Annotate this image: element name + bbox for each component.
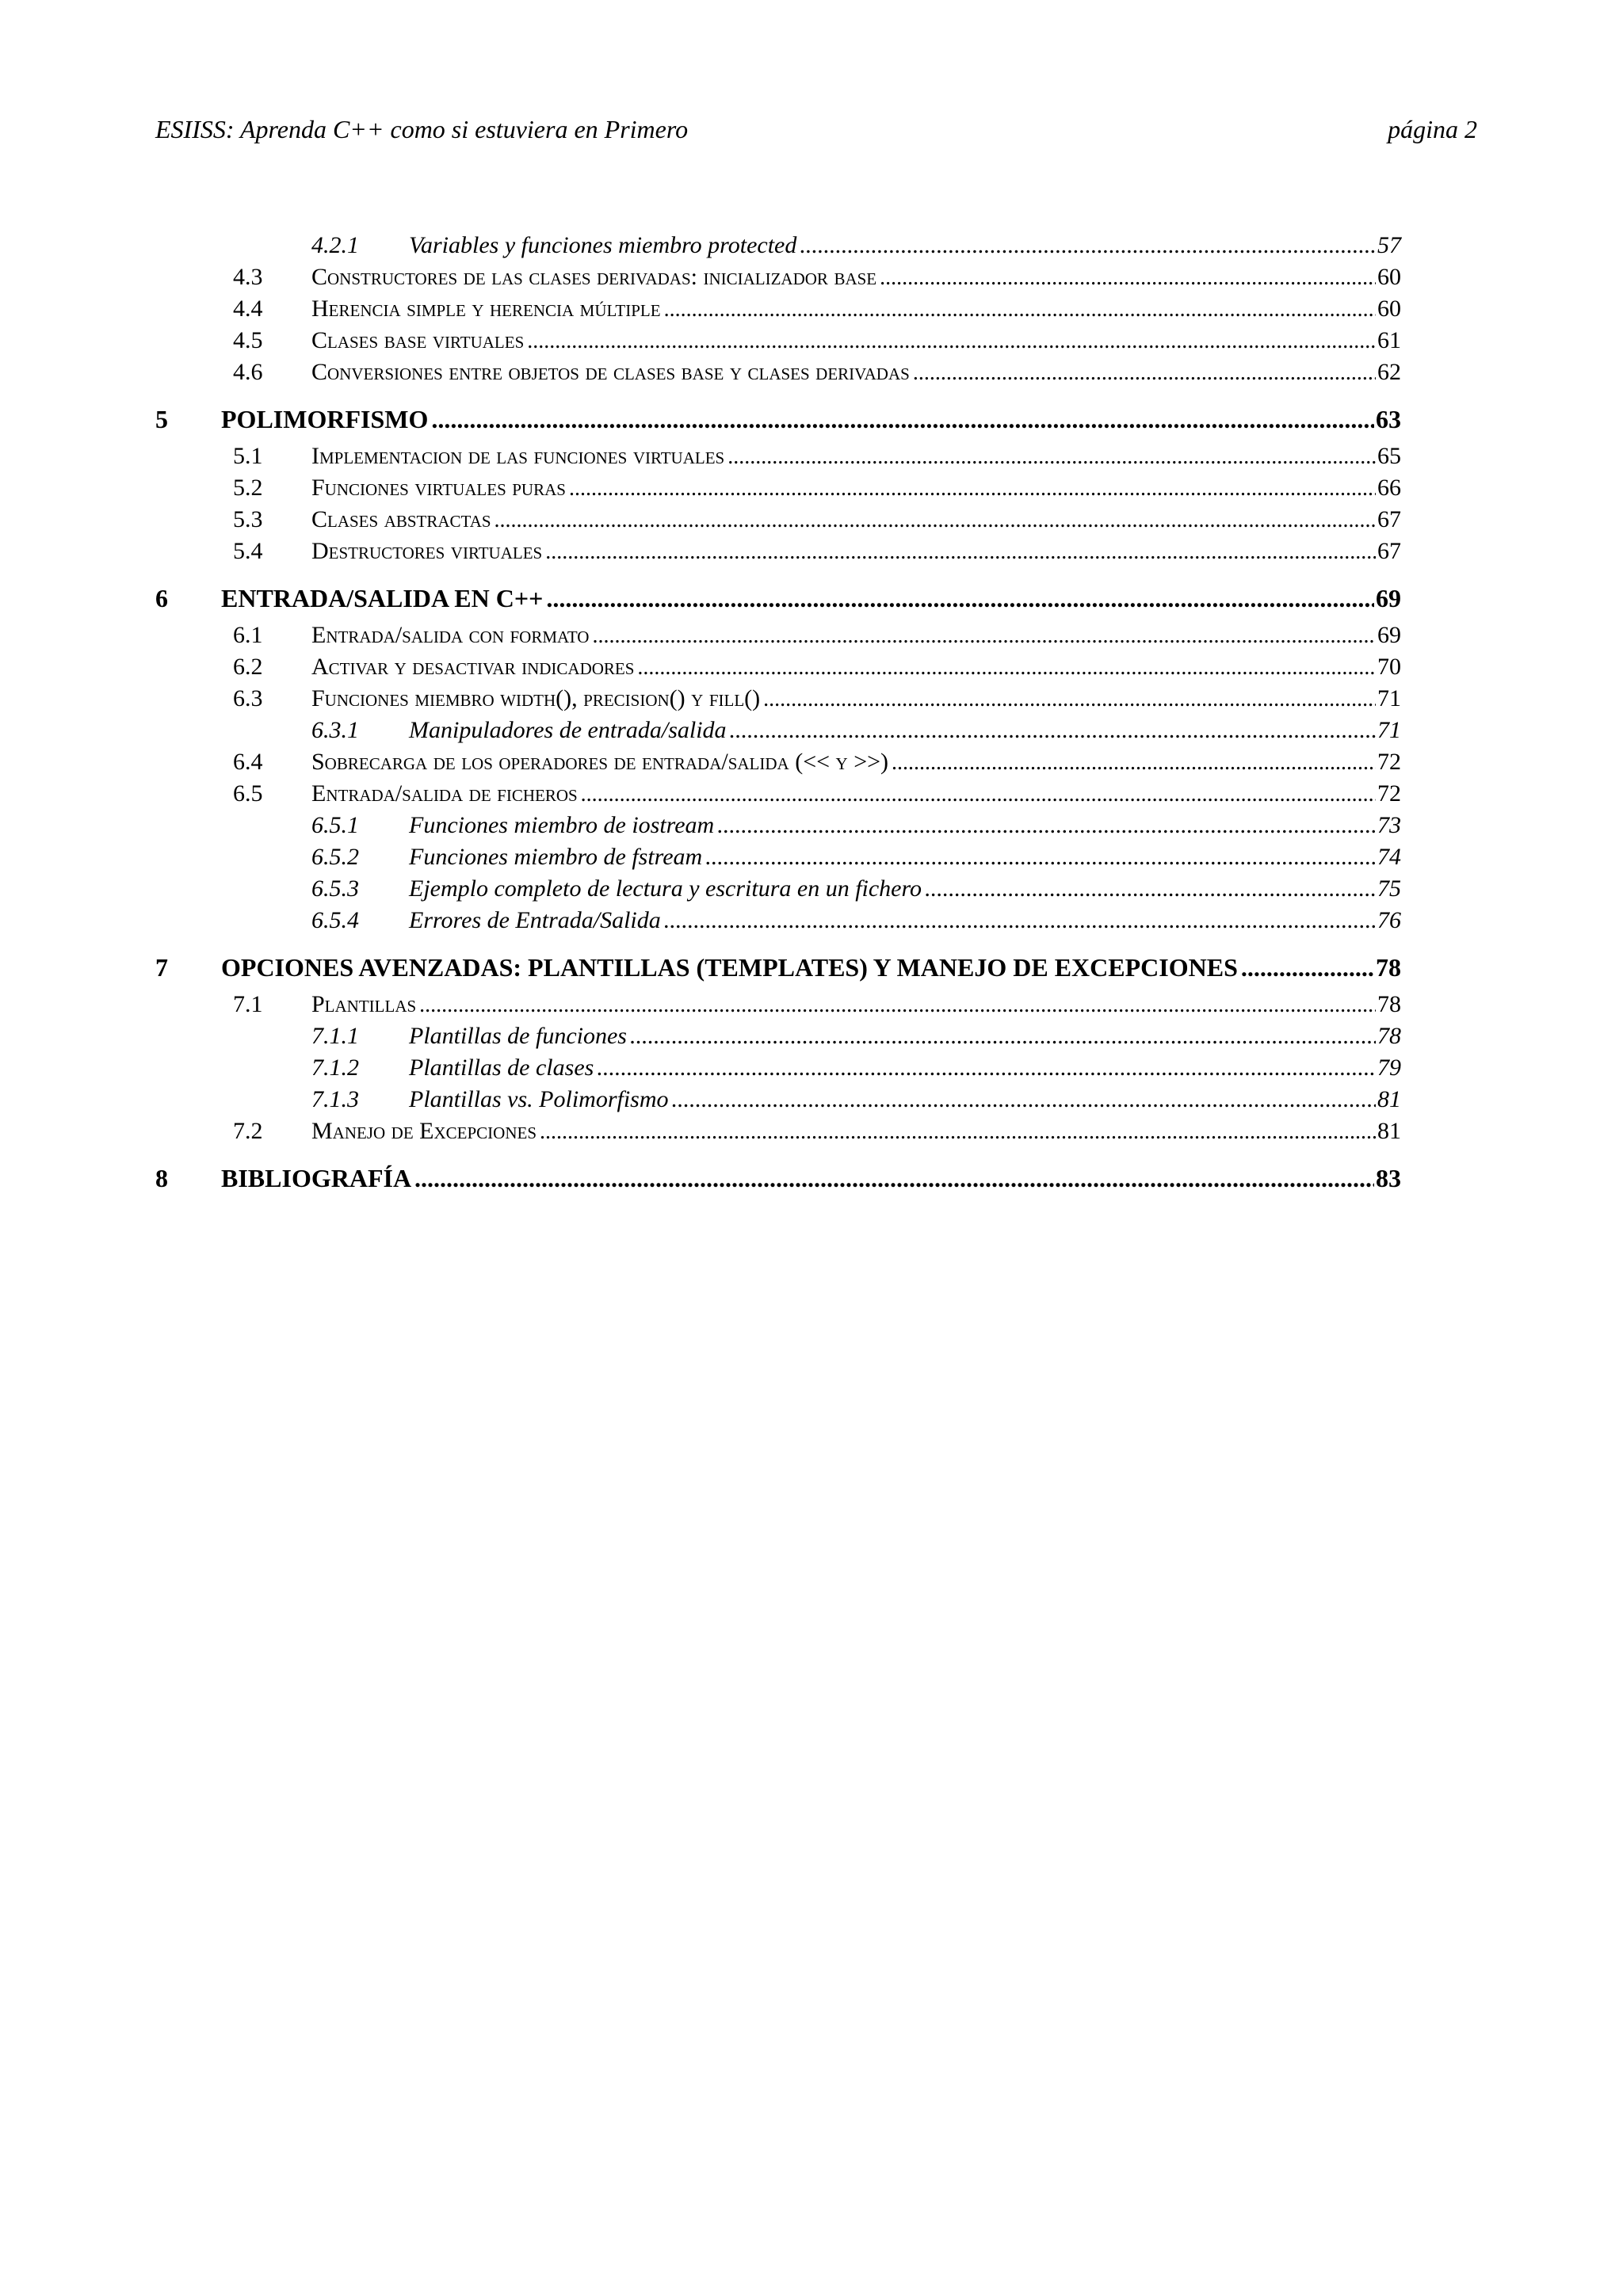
toc-dot-leader [727,441,1376,473]
document-title: ESIISS: Aprenda C++ como si estuviera en Primero [155,115,689,143]
toc-entry-number: 4.5 [233,327,263,353]
toc-dot-leader [800,230,1376,261]
toc-entry-number: 7.1.1 [311,1023,359,1049]
toc-entry-number: 6.5.4 [311,907,359,933]
toc-entry-title: Herencia simple y herencia múltiple [311,296,661,322]
toc-entry-number: 6.4 [233,749,263,775]
toc-entry-page: 74 [1377,844,1401,870]
toc-entry-number: 5.2 [233,475,263,501]
toc-entry-page: 75 [1377,875,1401,902]
toc-entry-title: Conversiones entre objetos de clases base y clases derivadas [311,359,910,385]
table-of-contents [155,230,1401,1199]
toc-entry-title: Clases base virtuales [311,327,525,353]
toc-entry-page: 78 [1377,1023,1401,1049]
toc-chapter-entry[interactable] [155,398,1401,441]
toc-entry-number: 4.2.1 [311,232,359,258]
toc-section-entry[interactable] [155,261,1401,293]
toc-entry-page: 71 [1377,717,1401,743]
toc-subsection-entry[interactable] [155,230,1401,261]
toc-entry-title: Plantillas de funciones [409,1023,627,1049]
toc-entry-title: Entrada/salida de ficheros [311,780,578,807]
toc-entry-number: 7.1.2 [311,1055,359,1081]
toc-dot-leader [419,990,1376,1021]
toc-dot-leader [664,294,1376,326]
toc-entry-page: 72 [1377,780,1401,807]
toc-section-entry[interactable] [155,989,1401,1020]
toc-entry-page: 61 [1377,327,1401,353]
toc-entry-number: 5.3 [233,506,263,532]
toc-dot-leader [581,779,1376,810]
toc-subsection-entry[interactable] [155,905,1401,936]
toc-entry-title: Sobrecarga de los operadores de entrada/salida (<< y >>) [311,749,889,775]
toc-dot-leader [664,905,1376,936]
toc-subsection-entry[interactable] [155,1052,1401,1084]
toc-entry-page: 65 [1377,443,1401,469]
toc-entry-number: 6.5.2 [311,844,359,870]
toc-chapter-entry[interactable] [155,946,1401,989]
toc-chapter-entry[interactable] [155,1157,1401,1199]
toc-section-entry[interactable] [155,651,1401,683]
toc-entry-title: Funciones miembro de iostream [409,812,715,838]
toc-dot-leader [414,1157,1374,1199]
toc-section-entry[interactable] [155,536,1401,567]
toc-entry-number: 5.1 [233,443,263,469]
toc-dot-leader [717,810,1376,841]
toc-section-entry[interactable] [155,325,1401,357]
toc-entry-title: Constructores de las clases derivadas: inicializador base [311,264,877,290]
toc-entry-title: Errores de Entrada/Salida [409,907,661,933]
toc-dot-leader [569,473,1376,505]
toc-section-entry[interactable] [155,472,1401,504]
toc-dot-leader [913,357,1376,389]
toc-entry-page: 66 [1377,475,1401,501]
toc-subsection-entry[interactable] [155,1084,1401,1116]
toc-entry-title: Plantillas de clases [409,1055,594,1081]
toc-entry-page: 57 [1377,232,1401,258]
toc-entry-page: 81 [1377,1118,1401,1144]
toc-dot-leader [672,1084,1376,1116]
toc-entry-page: 60 [1377,296,1401,322]
toc-dot-leader [925,873,1376,905]
toc-entry-page: 78 [1377,991,1401,1017]
toc-section-entry[interactable] [155,620,1401,651]
toc-entry-number: 7.1 [233,991,263,1017]
toc-entry-page: 67 [1377,506,1401,532]
toc-dot-leader [495,505,1376,536]
toc-dot-leader [730,715,1376,746]
toc-entry-number: 6.1 [233,622,263,648]
toc-entry-title: Clases abstractas [311,506,491,532]
toc-entry-title: Funciones virtuales puras [311,475,566,501]
toc-entry-title: Funciones miembro de fstream [409,844,703,870]
toc-entry-title: POLIMORFISMO [221,405,429,433]
toc-dot-leader [546,577,1374,620]
toc-entry-page: 79 [1377,1055,1401,1081]
toc-entry-title: Entrada/salida con formato [311,622,590,648]
page-header [155,112,1477,147]
toc-dot-leader [597,1052,1376,1084]
toc-dot-leader [540,1116,1376,1148]
toc-entry-number: 4.3 [233,264,263,290]
toc-entry-number: 5 [155,405,168,433]
toc-entry-page: 81 [1377,1086,1401,1112]
toc-dot-leader [705,841,1376,873]
toc-entry-page: 73 [1377,812,1401,838]
toc-dot-leader [630,1020,1376,1052]
toc-entry-number: 7.2 [233,1118,263,1144]
toc-subsection-entry[interactable] [155,715,1401,746]
toc-entry-number: 6.2 [233,654,263,680]
toc-entry-number: 4.6 [233,359,263,385]
toc-dot-leader [527,326,1376,357]
toc-dot-leader [1241,946,1374,989]
toc-dot-leader [431,398,1374,441]
toc-entry-title: Destructores virtuales [311,538,543,564]
page-number: página 2 [1388,115,1477,143]
toc-entry-number: 7 [155,953,168,982]
toc-section-entry[interactable] [155,746,1401,778]
toc-entry-page: 67 [1377,538,1401,564]
toc-subsection-entry[interactable] [155,810,1401,841]
toc-entry-number: 6 [155,584,168,612]
toc-entry-title: ENTRADA/SALIDA EN C++ [221,584,544,612]
toc-subsection-entry[interactable] [155,1020,1401,1052]
toc-entry-page: 69 [1377,622,1401,648]
toc-section-entry[interactable] [155,504,1401,536]
toc-dot-leader [592,620,1376,652]
toc-entry-title: Plantillas [311,991,417,1017]
toc-entry-title: Variables y funciones miembro protected [409,232,797,258]
toc-entry-number: 6.3 [233,685,263,711]
toc-entry-number: 6.5.3 [311,875,359,902]
toc-entry-title: Ejemplo completo de lectura y escritura en un fichero [409,875,922,902]
toc-subsection-entry[interactable] [155,841,1401,873]
toc-entry-page: 62 [1377,359,1401,385]
toc-entry-number: 6.5.1 [311,812,359,838]
toc-dot-leader [637,652,1376,684]
toc-dot-leader [880,262,1376,294]
toc-subsection-entry[interactable] [155,873,1401,905]
toc-entry-page: 69 [1376,584,1401,612]
toc-entry-title: Funciones miembro width(), precision() y fill() [311,685,761,711]
toc-entry-number: 6.5 [233,780,263,807]
toc-entry-title: Manipuladores de entrada/salida [409,717,727,743]
toc-entry-title: BIBLIOGRAFÍA [221,1164,412,1192]
toc-entry-page: 72 [1377,749,1401,775]
toc-entry-title: Manejo de Excepciones [311,1118,537,1144]
toc-entry-number: 5.4 [233,538,263,564]
toc-entry-number: 7.1.3 [311,1086,359,1112]
toc-entry-title: Activar y desactivar indicadores [311,654,635,680]
toc-dot-leader [545,536,1376,568]
toc-entry-page: 78 [1376,953,1401,982]
toc-entry-page: 83 [1376,1164,1401,1192]
toc-section-entry[interactable] [155,778,1401,810]
toc-entry-number: 8 [155,1164,168,1192]
toc-entry-title: OPCIONES AVENZADAS: PLANTILLAS (TEMPLATES) Y MANEJO DE EXCEPCIONES [221,953,1238,982]
toc-entry-number: 6.3.1 [311,717,359,743]
toc-entry-page: 71 [1377,685,1401,711]
toc-dot-leader [763,684,1376,715]
toc-dot-leader [892,747,1376,779]
toc-entry-number: 4.4 [233,296,263,322]
toc-entry-page: 63 [1376,405,1401,433]
toc-chapter-entry[interactable] [155,577,1401,620]
toc-section-entry[interactable] [155,441,1401,472]
toc-section-entry[interactable] [155,1116,1401,1147]
toc-section-entry[interactable] [155,357,1401,388]
toc-entry-page: 70 [1377,654,1401,680]
toc-entry-page: 76 [1377,907,1401,933]
toc-entry-page: 60 [1377,264,1401,290]
toc-entry-title: Plantillas vs. Polimorfismo [409,1086,669,1112]
toc-entry-title: Implementacion de las funciones virtuales [311,443,725,469]
toc-section-entry[interactable] [155,293,1401,325]
toc-section-entry[interactable] [155,683,1401,715]
